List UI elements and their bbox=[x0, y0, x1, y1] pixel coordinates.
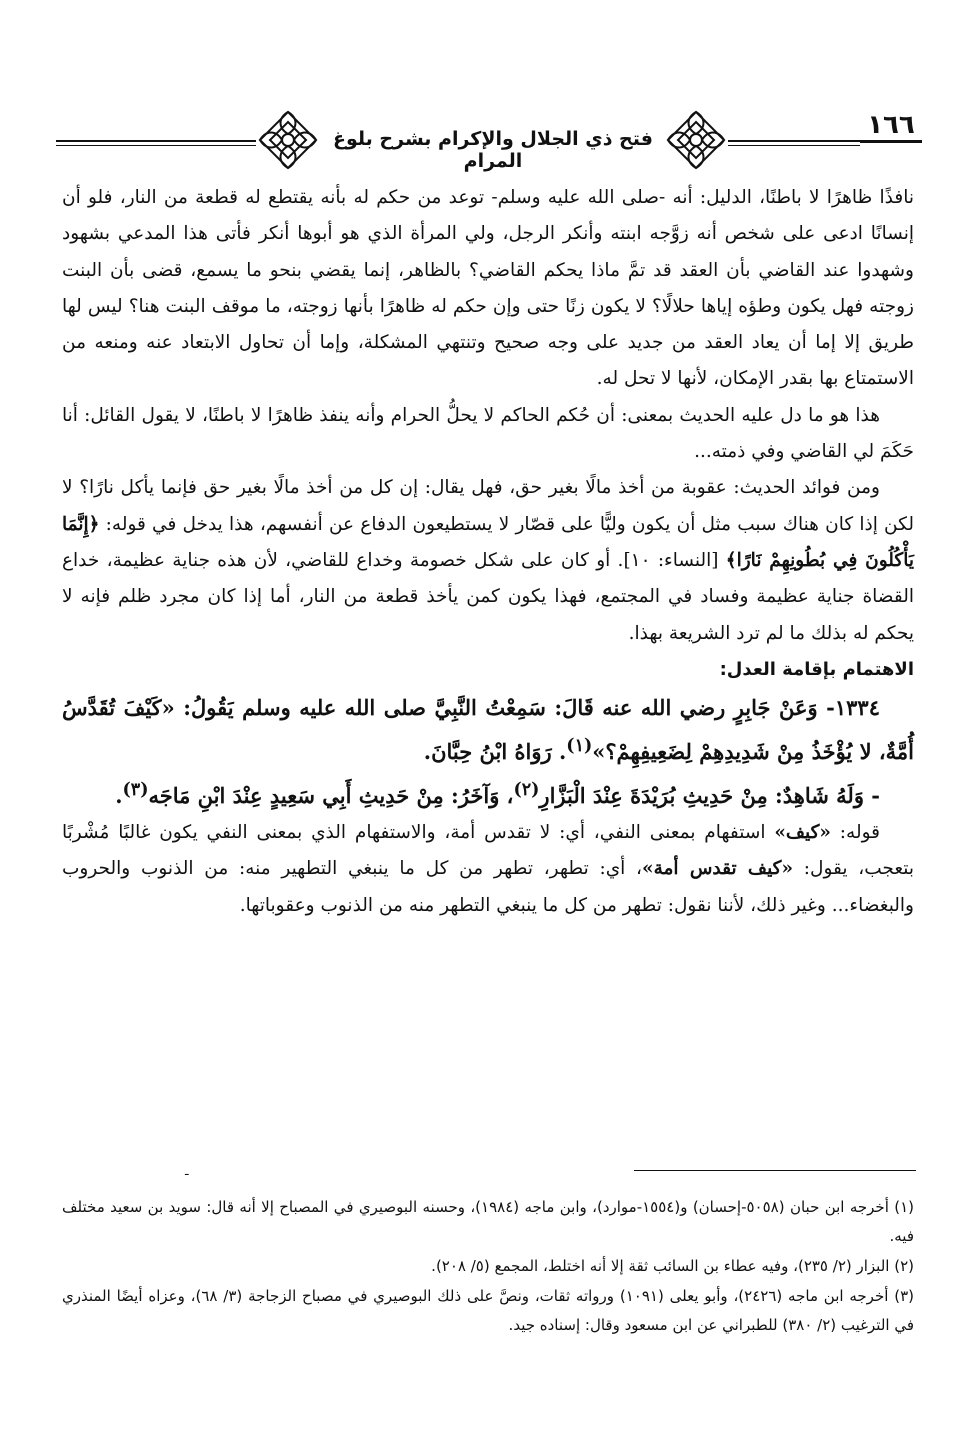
header-rule-right bbox=[728, 140, 860, 146]
text-run: ومن فوائد الحديث: عقوبة من أخذ مالًا بغير حق، فهل يقال: إن كل من أخذ مالًا بغير حق فإنما يأكل نارًا؟ لا لكن إذا كان هناك سبب مثل أن يكون وليًّا على قصّار لا يستطيعون الدفاع عن أنفسهم، هذا يدخل في قوله: bbox=[62, 477, 914, 535]
main-text bbox=[62, 180, 914, 924]
verse-reference: [النساء: ١٠] bbox=[623, 549, 719, 571]
bold-term: «كيف تقدس أمة» bbox=[642, 858, 794, 880]
footnote: (٣) أخرجه ابن ماجه (٢٤٢٦)، وأبو يعلى (١٠٩١) ورواته ثقات، ونصَّ على ذلك البوصيري في مصباح الزجاجة (٣/ ٦٨)، وعزاه أيضًا المنذري في الترغيب (٢/ ٣٨٠) للطبراني عن ابن مسعود وقال: إسناده جيد. bbox=[62, 1287, 914, 1334]
text-run: ، وَآخَرُ: مِنْ حَدِيثِ أَبِي سَعِيدٍ عِنْدَ ابْنِ مَاجَه bbox=[148, 783, 514, 809]
text-run: استفهام بمعنى النفي، أي: لا تقدس أمة، والاستفهام الذي بمعنى النفي يكون غالبًا مُشْربًا بتعجب، يقول: bbox=[62, 822, 914, 880]
text-run: قوله: bbox=[830, 822, 880, 844]
paragraph bbox=[62, 470, 914, 651]
book-title: فتح ذي الجلال والإكرام بشرح بلوغ المرام bbox=[333, 128, 653, 172]
hadith-witness bbox=[62, 771, 914, 815]
quran-verse: ﴿إِنَّمَا يَأْكُلُونَ فِي بُطُونِهِمْ نَارًا﴾ bbox=[62, 513, 914, 571]
hadith-source: . رَوَاهُ ابْنُ حِبَّانَ. bbox=[423, 739, 567, 765]
footnote-ref: (٢) bbox=[513, 780, 540, 801]
footnote-ref: (٣) bbox=[122, 780, 149, 801]
footnotes bbox=[62, 1193, 914, 1341]
hadith-body: ١٣٣٤- وَعَنْ جَابِرٍ رضي الله عنه قَالَ: سَمِعْتُ النَّبِيَّ صلى الله عليه وسلم يَقُولُ: «كَيْفَ تُقَدَّسُ أُمَّةٌ، لا يُؤْخَذُ مِنْ شَدِيدِهِمْ لِضَعِيفِهِمْ؟» bbox=[62, 695, 914, 765]
paragraph bbox=[62, 815, 914, 924]
footnote-ref: (١) bbox=[566, 736, 593, 757]
ornament-icon bbox=[256, 108, 320, 172]
header-rule-left bbox=[56, 140, 256, 146]
ornament-icon bbox=[664, 108, 728, 172]
paragraph: هذا هو ما دل عليه الحديث بمعنى: أن حُكم الحاكم لا يحلُّ الحرام وأنه ينفذ ظاهرًا لا باطنًا، لا يقول القائل: أنا حَكَمَ لي القاضي وفي ذمته... bbox=[62, 404, 914, 463]
text-run: . bbox=[115, 783, 123, 809]
footnote: (١) أخرجه ابن حبان (٥٠٥٨-إحسان) و(١٥٥٤-موارد)، وابن ماجه (١٩٨٤)، وحسنه البوصيري في المصباح إلا أنه قال: سويد بن سعيد مختلف فيه. bbox=[62, 1198, 914, 1245]
footnote: (٢) البزار (٢/ ٢٣٥)، وفيه عطاء بن السائب ثقة إلا أنه اختلط، المجمع (٥/ ٢٠٨). bbox=[431, 1257, 914, 1275]
bold-term: «كيف» bbox=[774, 822, 831, 844]
section-heading: الاهتمام بإقامة العدل: bbox=[719, 658, 914, 680]
footnote-divider bbox=[634, 1170, 916, 1171]
text-run: - وَلَهُ شَاهِدٌ: مِنْ حَدِيثِ بُرَيْدَةَ عِنْدَ الْبَزَّارِ bbox=[539, 783, 880, 809]
text-run: . أو كان على شكل خصومة وخداع للقاضي، لأن هذه جناية عظيمة، خداع القضاة جناية عظيمة وفساد في المجتمع، فهذا يكون كمن يأخذ قطعة من النار، أما إذا كان مجرد ظلم فإنه لا يحكم له بذلك ما لم ترد الشريعة بهذا. bbox=[62, 549, 914, 644]
running-header bbox=[56, 104, 922, 174]
paragraph: نافذًا ظاهرًا لا باطنًا، الدليل: أنه -صلى الله عليه وسلم- توعد من حكم له بأنه يقتطع له قطعة من النار، فلو أن إنسانًا ادعى على شخص أنه زوَّجه ابنته وأنكر الرجل، ولي المرأة الذي هو أبوها أنكر فأتى هذا المدعي بشهود وشهدوا عند القاضي بأن العقد قد تمَّ ماذا يحكم القاضي؟ بالظاهر، إنما يقضي بنحو ما يسمع، قضى بأن البنت زوجته فهل يكون وطؤه إياها حلالًا؟ لا يكون زنًا حتى وإن حكم له ظاهرًا بأنها زوجته، ما موقف البنت هنا؟ ليس لها طريق إلا إما أن يعاد العقد من جديد على وجه صحيح وتنتهي المشكلة، وإما أن تحاول الابتعاد عنه ومنعه من الاستمتاع بها بقدر الإمكان، لأنها لا تحل له. bbox=[62, 187, 914, 390]
hadith-text bbox=[62, 688, 914, 771]
page-number: ١٦٦ bbox=[860, 110, 922, 143]
stray-mark: ـ bbox=[185, 1164, 189, 1178]
text-run: ، أي: تطهر، تطهر من كل ما ينبغي التطهير منه: من الذنوب والحروب والبغضاء... وغير ذلك، لأننا نقول: تطهر من كل ما ينبغي التطهر منه من الذنوب وعقوباتها. bbox=[62, 858, 914, 916]
